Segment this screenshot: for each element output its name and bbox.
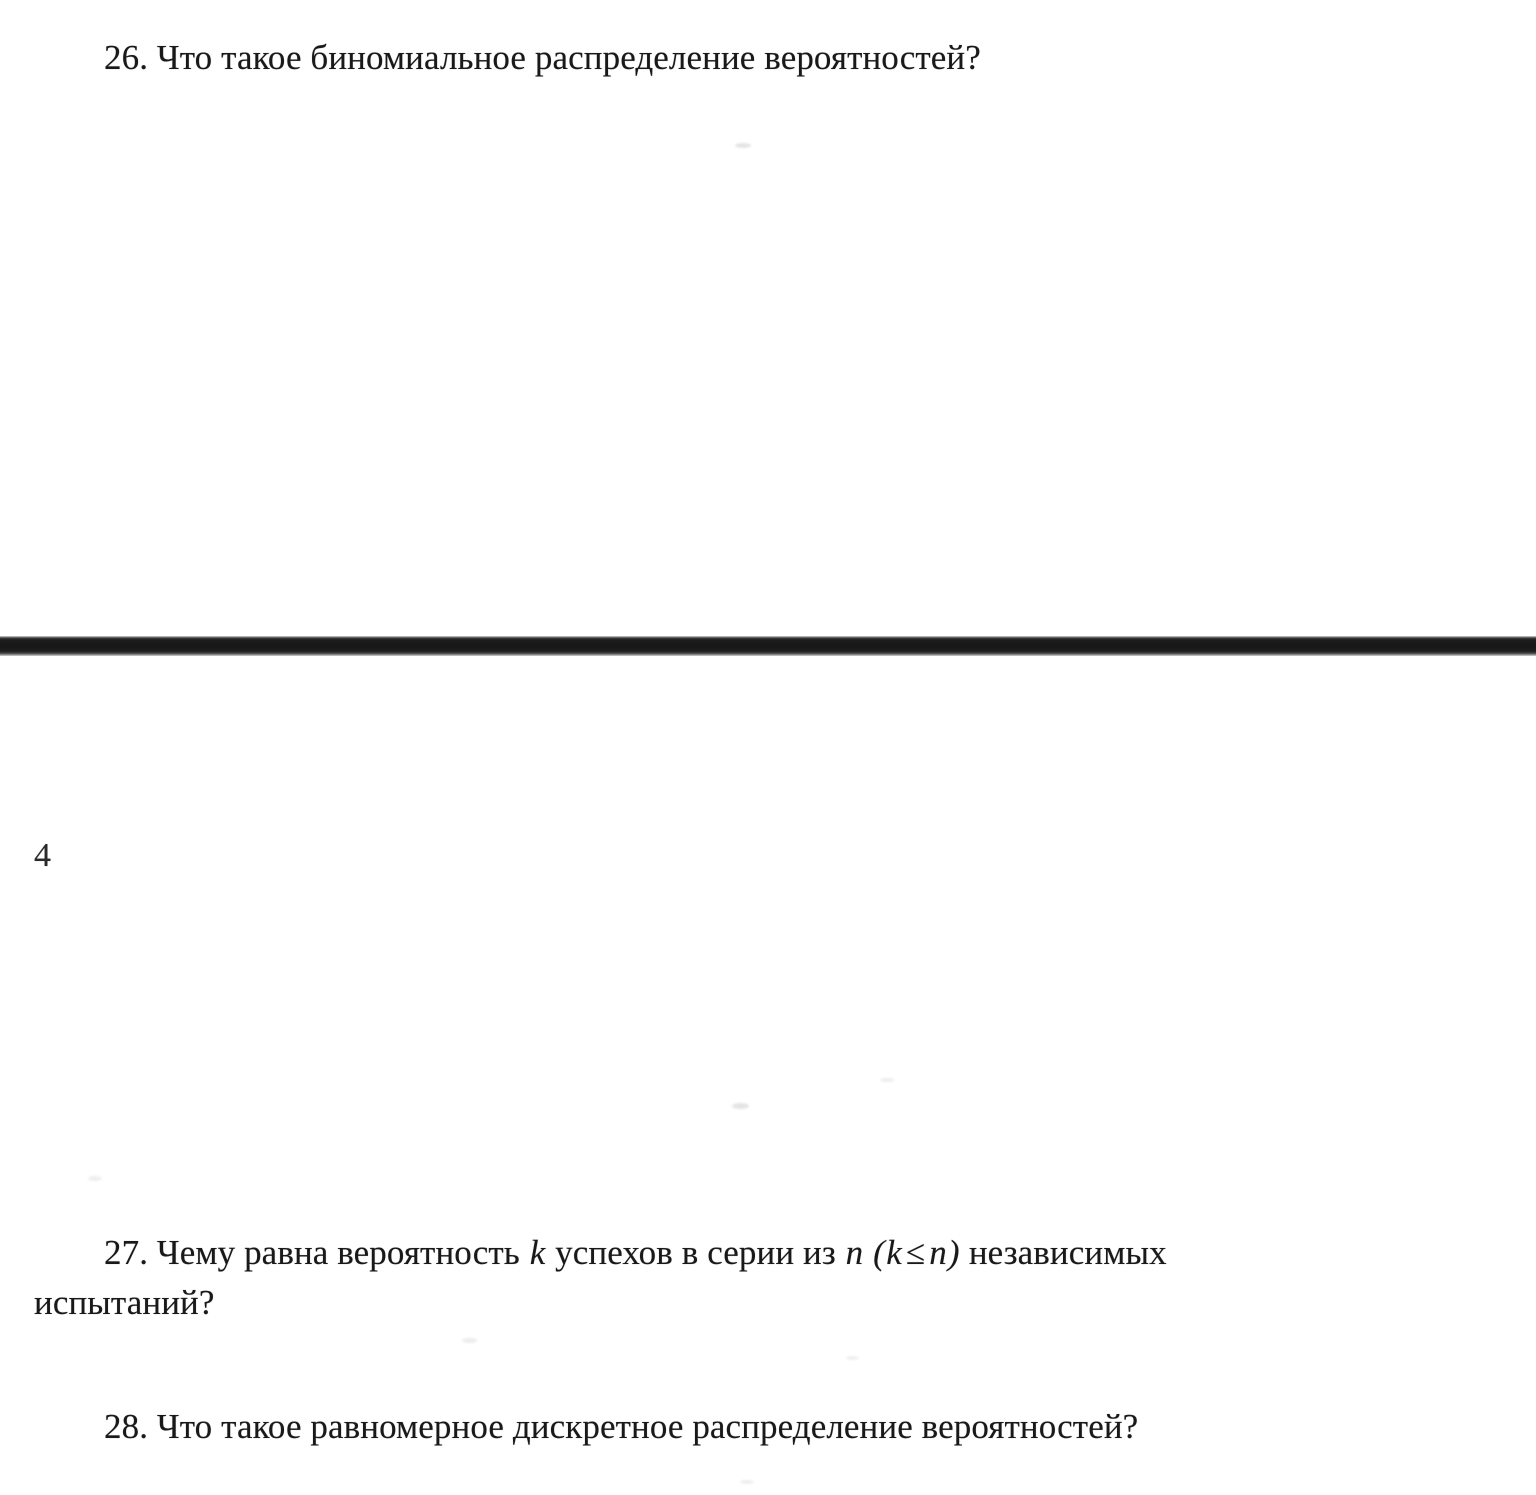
page-number: 4: [34, 837, 51, 874]
math-variable-k: k: [529, 1233, 546, 1272]
math-paren-close: ): [947, 1233, 960, 1272]
question-27-text-b: успехов в серии из: [546, 1233, 845, 1272]
question-27-text-c: независимых: [960, 1233, 1167, 1272]
scan-speckle-artifact: [735, 143, 751, 148]
question-27-line-2: испытаний?: [34, 1283, 215, 1322]
math-variable-k-inner: k: [886, 1233, 902, 1272]
scan-speckle-artifact: [732, 1103, 749, 1109]
math-variable-n: n: [845, 1233, 864, 1272]
scan-speckle-artifact: [88, 1176, 102, 1181]
math-relation-leq: ≤: [905, 1233, 926, 1272]
scan-speckle-artifact: [880, 1078, 894, 1082]
scan-speckle-artifact: [740, 1480, 754, 1484]
page-break-bar: [0, 636, 1536, 656]
question-28-line: 28. Что такое равномерное дискретное распределение вероятностей?: [104, 1407, 1139, 1446]
scan-speckle-artifact: [846, 1356, 859, 1360]
math-variable-n-inner: n: [929, 1233, 947, 1272]
scan-speckle-artifact: [462, 1338, 477, 1343]
question-27-text-a: 27. Чему равна вероятность: [104, 1233, 529, 1272]
question-27-line-1: [104, 1228, 1167, 1278]
question-26-line: 26. Что такое биномиальное распределение вероятностей?: [104, 38, 981, 77]
math-paren-open: (: [873, 1233, 886, 1272]
